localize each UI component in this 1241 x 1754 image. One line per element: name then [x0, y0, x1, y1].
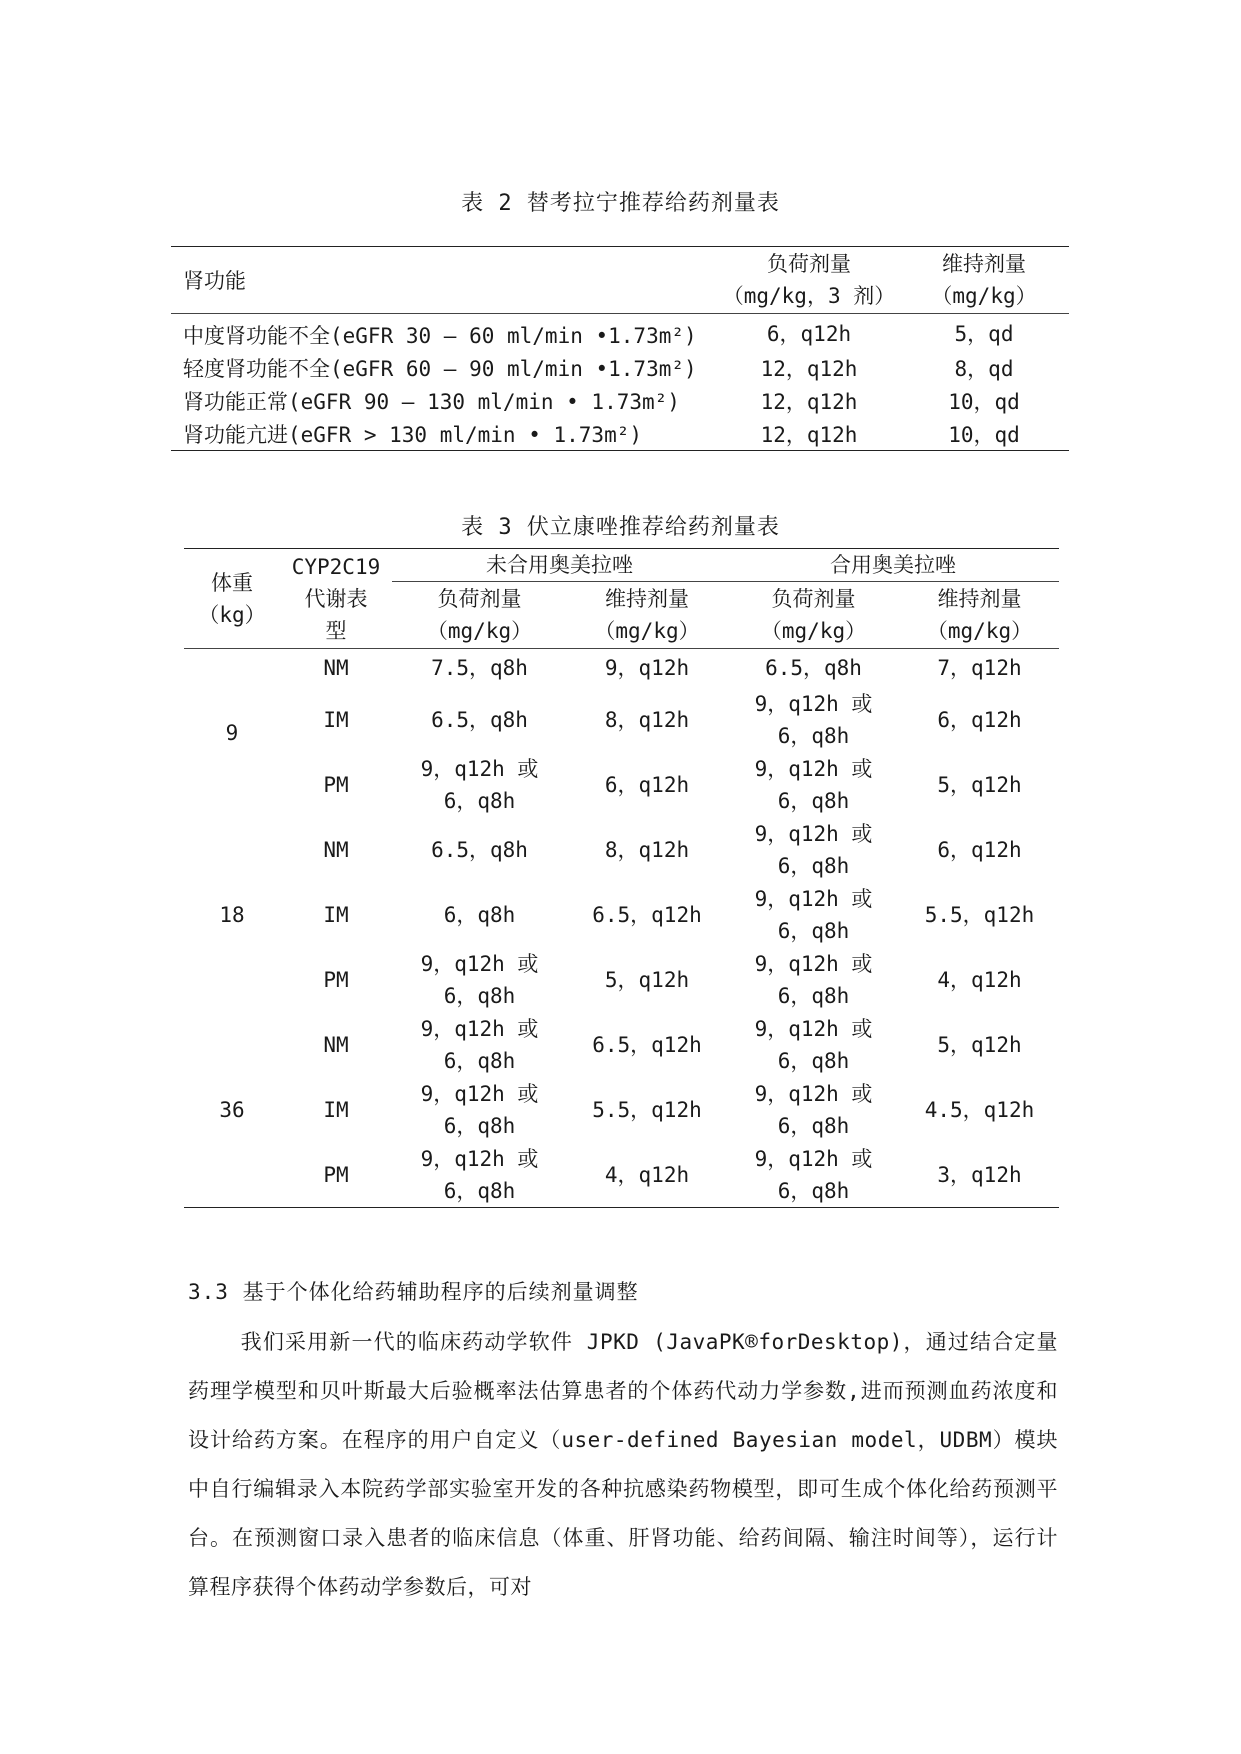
loading-cell: 12，q12h [719, 417, 899, 451]
maintenance-dose-header-unit: （mg/kg） [931, 284, 1037, 308]
loading-cell: 12，q12h [760, 389, 858, 414]
phenotype-cell: NM [323, 837, 349, 862]
dose-cell: 6，q8h [443, 902, 516, 927]
weight-header-label: 体重 [211, 570, 253, 595]
dose-cell: 9，q12h 或 6，q8h [420, 756, 539, 813]
dose-cell: 9，q12h 或 6，q8h [754, 886, 873, 943]
dose-cell: 9，q12h 或 6，q8h [754, 691, 873, 748]
cyp2c19-header [280, 549, 392, 649]
loading-cell: 12，q12h [760, 356, 858, 381]
dose-cell: 8，q12h [604, 837, 690, 862]
maintenance-dose-label: 维持剂量 [605, 587, 689, 611]
dose-cell: 6.5，q12h [592, 1032, 702, 1057]
table-row [184, 1142, 1059, 1208]
dose-cell: 6.5，q8h [765, 656, 862, 680]
weight-header-unit: （kg） [198, 602, 266, 627]
loading-dose-header [727, 582, 900, 649]
phenotype-cell: IM [323, 1097, 349, 1122]
phenotype-cell: NM [323, 1032, 349, 1057]
table-row [184, 882, 1059, 947]
table-row [171, 351, 1069, 384]
weight-cell: 36 [184, 1012, 280, 1208]
phenotype-cell: PM [323, 772, 349, 797]
dose-cell: 5，q12h [604, 967, 690, 992]
dose-cell: 5，q12h [937, 1032, 1022, 1057]
body-paragraph [188, 1318, 1058, 1612]
table-header-row [184, 549, 1059, 582]
unit-label: （mg/kg） [926, 619, 1033, 643]
dose-cell: 9，q12h 或 6，q8h [420, 951, 539, 1008]
maintenance-cell: 10，qd [948, 389, 1020, 414]
loading-dose-header-unit: （mg/kg，3 剂） [722, 284, 896, 308]
dose-cell: 9，q12h 或 6，q8h [754, 951, 873, 1008]
loading-dose-header-label: 负荷剂量 [767, 252, 851, 276]
maintenance-cell: 5，qd [954, 321, 1014, 346]
table-row [184, 687, 1059, 752]
maintenance-dose-header-label: 维持剂量 [942, 252, 1026, 276]
dose-cell: 9，q12h 或 6，q8h [754, 756, 873, 813]
table-row [171, 384, 1069, 417]
dose-cell: 6.5，q8h [431, 707, 528, 732]
unit-label: （mg/kg） [594, 619, 700, 643]
renal-cell: 中度肾功能不全(eGFR 30 – 60 ml/min •1.73m²) [183, 323, 697, 348]
dose-cell: 9，q12h 或 6，q8h [392, 1142, 567, 1208]
dose-cell: 6.5，q12h [592, 902, 702, 927]
maintenance-dose-header [900, 582, 1059, 649]
weight-header [184, 549, 280, 649]
phenotype-cell: IM [323, 902, 349, 927]
unit-label: （mg/kg） [760, 619, 867, 643]
with-omeprazole-header: 合用奥美拉唑 [727, 549, 1059, 582]
without-omeprazole-header: 未合用奥美拉唑 [392, 549, 727, 582]
table-header-row [171, 247, 1069, 314]
dose-cell: 5.5，q12h [592, 1097, 702, 1122]
voriconazole-dose-table [184, 548, 1059, 1208]
table-row [184, 752, 1059, 817]
dose-cell: 8，q12h [604, 707, 690, 732]
dose-cell: 6，q12h [937, 707, 1022, 732]
dose-cell: 6.5，q8h [431, 837, 528, 862]
maintenance-cell: 10，qd [899, 417, 1069, 451]
table-row [184, 1077, 1059, 1142]
loading-cell: 6，q12h [766, 321, 852, 346]
loading-dose-header [719, 247, 899, 314]
table-row [171, 314, 1069, 352]
dose-cell: 9，q12h 或 6，q8h [727, 1142, 900, 1208]
dose-cell: 7.5，q8h [431, 656, 528, 680]
dose-cell: 5，q12h [937, 772, 1022, 797]
table-row [184, 649, 1059, 688]
renal-function-header: 肾功能 [171, 247, 719, 314]
dose-cell: 9，q12h 或 6，q8h [754, 1081, 873, 1138]
weight-cell: 18 [219, 902, 245, 927]
dose-cell: 9，q12h 或 6，q8h [420, 1081, 539, 1138]
cyp2c19-header-line: 型 [325, 618, 347, 643]
cyp2c19-header-line: 代谢表 [304, 586, 368, 611]
maintenance-dose-header [567, 582, 727, 649]
table-row [171, 417, 1069, 451]
cyp2c19-header-line: CYP2C19 [291, 554, 381, 579]
phenotype-cell: PM [280, 1142, 392, 1208]
maintenance-dose-header [899, 247, 1069, 314]
dose-cell: 9，q12h [604, 656, 690, 680]
renal-cell: 肾功能正常(eGFR 90 – 130 ml/min • 1.73m²) [183, 389, 680, 414]
loading-dose-label: 负荷剂量 [771, 587, 856, 611]
weight-cell: 9 [225, 721, 239, 745]
dose-cell: 3，q12h [900, 1142, 1059, 1208]
dose-cell: 9，q12h 或 6，q8h [754, 821, 873, 878]
table3-caption: 表 3 伏立康唑推荐给药剂量表 [461, 515, 780, 540]
dose-cell: 6，q12h [937, 837, 1022, 862]
phenotype-cell: IM [323, 707, 349, 732]
section-heading: 3.3 基于个体化给药辅助程序的后续剂量调整 [188, 1280, 639, 1304]
loading-dose-header [392, 582, 567, 649]
dose-cell: 9，q12h 或 6，q8h [754, 1016, 873, 1073]
phenotype-cell: NM [323, 656, 349, 680]
dose-cell: 4，q12h [937, 967, 1022, 992]
paragraph-text: 我们采用新一代的临床药动学软件 JPKD (JavaPK®forDesktop)，通过结合定量药理学模型和贝叶斯最大后验概率法估算患者的个体药代动力学参数,进而预测血药浓度和设计给药方案。在程序的用户自定义（user-defined Bayesian model，UDBM）模块中自行编辑录入本院药学部实验室开发的各种抗感染药物模型，即可生成个体化给药预测平台。在预测窗口录入患者的临床信息（体重、肝肾功能、给药间隔、输注时间等），运行计算程序获得个体药动学参数后，可对 [188, 1330, 1058, 1599]
renal-cell: 轻度肾功能不全(eGFR 60 – 90 ml/min •1.73m²) [183, 356, 697, 381]
phenotype-cell: PM [323, 967, 349, 992]
maintenance-dose-label: 维持剂量 [937, 587, 1022, 611]
dose-cell: 9，q12h 或 6，q8h [420, 1016, 539, 1073]
dose-cell: 4.5，q12h [924, 1097, 1035, 1122]
table-row [184, 947, 1059, 1012]
dose-cell: 5.5，q12h [924, 902, 1035, 927]
dose-cell: 7，q12h [937, 656, 1022, 680]
maintenance-cell: 8，qd [954, 356, 1014, 381]
table2-caption: 表 2 替考拉宁推荐给药剂量表 [461, 191, 780, 216]
loading-dose-label: 负荷剂量 [437, 587, 522, 611]
unit-label: （mg/kg） [426, 619, 533, 643]
teicoplanin-dose-table [171, 246, 1069, 451]
renal-cell: 肾功能亢进(eGFR > 130 ml/min • 1.73m²) [171, 417, 719, 451]
dose-cell: 4，q12h [567, 1142, 727, 1208]
dose-cell: 6，q12h [604, 772, 690, 797]
table-row [184, 817, 1059, 882]
table-row [184, 1012, 1059, 1077]
